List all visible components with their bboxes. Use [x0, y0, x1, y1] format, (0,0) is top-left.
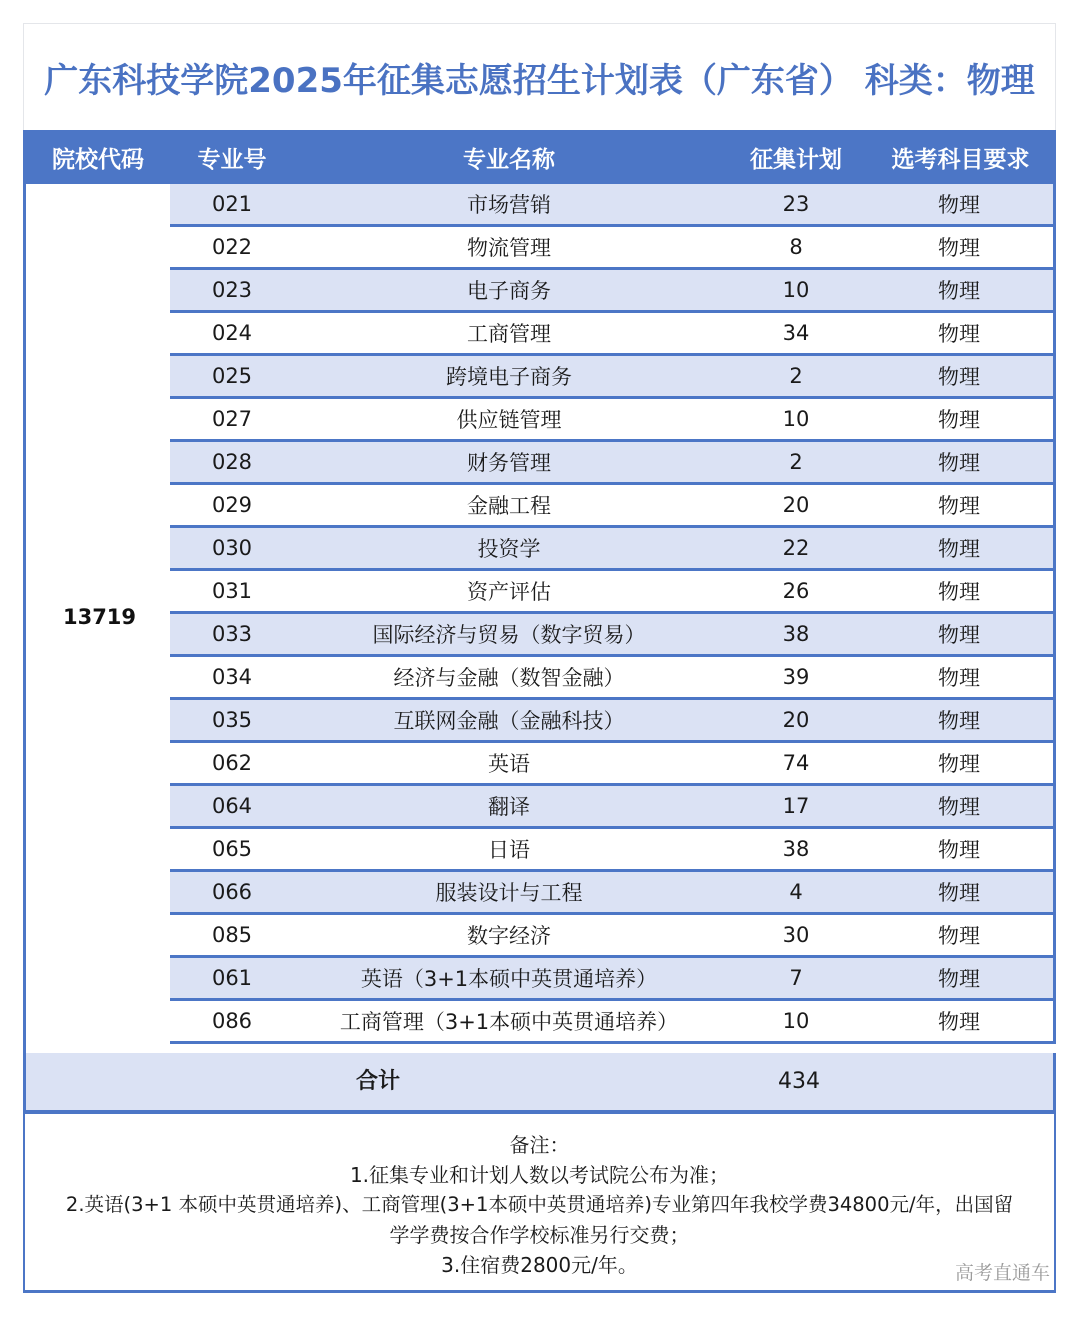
subject-req-cell: 物理	[938, 193, 980, 217]
table-row	[170, 485, 1056, 528]
table-row	[170, 528, 1056, 571]
major-name-cell: 投资学	[477, 537, 541, 561]
table-row	[170, 872, 1056, 915]
table-row	[170, 1001, 1056, 1044]
subject-req-cell: 物理	[938, 967, 980, 991]
subject-req-cell: 物理	[938, 752, 980, 776]
plan-cell: 23	[782, 192, 810, 216]
table-row	[170, 356, 1056, 399]
major-no-cell: 086	[211, 1009, 253, 1033]
major-no-cell: 021	[211, 192, 253, 216]
subject-req-cell: 物理	[938, 623, 980, 647]
major-no-cell: 030	[211, 536, 253, 560]
table-header	[23, 130, 1056, 184]
major-name-cell: 工商管理	[467, 322, 551, 346]
header-major-name: 专业名称	[463, 146, 555, 173]
major-no-cell: 064	[211, 794, 253, 818]
subject-req-cell: 物理	[938, 709, 980, 733]
subject-req-cell: 物理	[938, 537, 980, 561]
major-name-cell: 跨境电子商务	[446, 365, 572, 389]
notes-heading: 备注：	[509, 1133, 570, 1157]
major-name-cell: 日语	[488, 838, 530, 862]
total-row	[23, 1053, 1056, 1114]
subject-req-cell: 物理	[938, 451, 980, 475]
major-no-cell: 061	[211, 966, 253, 990]
notes-line-2a: 2.英语(3+1 本硕中英贯通培养)、工商管理(3+1本硕中英贯通培养)专业第四年我校学费34800元/年，出国留	[65, 1193, 1014, 1216]
plan-cell: 10	[782, 278, 810, 302]
major-no-cell: 062	[211, 751, 253, 775]
major-no-cell: 066	[211, 880, 253, 904]
major-no-cell: 065	[211, 837, 253, 861]
table-row	[170, 227, 1056, 270]
plan-cell: 2	[789, 364, 803, 388]
table-row	[170, 786, 1056, 829]
table-row	[170, 657, 1056, 700]
table-row	[170, 958, 1056, 1001]
table-row	[170, 743, 1056, 786]
plan-cell: 26	[782, 579, 810, 603]
plan-cell: 30	[782, 923, 810, 947]
major-no-cell: 034	[211, 665, 253, 689]
plan-cell: 34	[782, 321, 810, 345]
major-no-cell: 022	[211, 235, 253, 259]
subject-req-cell: 物理	[938, 279, 980, 303]
major-no-cell: 025	[211, 364, 253, 388]
header-plan: 征集计划	[750, 146, 842, 173]
plan-cell: 74	[782, 751, 810, 775]
subject-req-cell: 物理	[938, 236, 980, 260]
page-title: 广东科技学院2025年征集志愿招生计划表（广东省） 科类：物理	[44, 60, 1035, 101]
notes-line-3: 3.住宿费2800元/年。	[441, 1253, 638, 1277]
table-row	[170, 399, 1056, 442]
plan-cell: 2	[789, 450, 803, 474]
major-no-cell: 035	[211, 708, 253, 732]
header-subject-req: 选考科目要求	[891, 146, 1030, 173]
plan-cell: 39	[782, 665, 810, 689]
major-name-cell: 数字经济	[467, 924, 551, 948]
major-no-cell: 023	[211, 278, 253, 302]
major-no-cell: 027	[211, 407, 253, 431]
subject-req-cell: 物理	[938, 322, 980, 346]
major-name-cell: 市场营销	[467, 193, 551, 217]
major-name-cell: 翻译	[488, 795, 530, 819]
major-name-cell: 金融工程	[467, 494, 551, 518]
major-no-cell: 085	[211, 923, 253, 947]
table-row	[170, 700, 1056, 743]
major-name-cell: 电子商务	[467, 279, 551, 303]
plan-cell: 38	[782, 837, 810, 861]
major-name-cell: 工商管理（3+1本硕中英贯通培养）	[339, 1010, 679, 1034]
school-code-cell	[23, 184, 173, 1053]
major-name-cell: 英语	[488, 752, 530, 776]
subject-req-cell: 物理	[938, 881, 980, 905]
plan-cell: 38	[782, 622, 810, 646]
table-row	[170, 829, 1056, 872]
notes-line-1: 1.征集专业和计划人数以考试院公布为准；	[349, 1163, 730, 1187]
major-no-cell: 028	[211, 450, 253, 474]
plan-cell: 17	[782, 794, 810, 818]
enrollment-plan-sheet	[23, 23, 1056, 1295]
table-row	[170, 184, 1056, 227]
major-name-cell: 资产评估	[467, 580, 551, 604]
plan-cell: 10	[782, 1009, 810, 1033]
plan-cell: 4	[789, 880, 803, 904]
subject-req-cell: 物理	[938, 494, 980, 518]
subject-req-cell: 物理	[938, 408, 980, 432]
major-no-cell: 029	[211, 493, 253, 517]
major-name-cell: 国际经济与贸易（数字贸易）	[372, 623, 646, 647]
total-label: 合计	[355, 1069, 400, 1094]
subject-req-cell: 物理	[938, 580, 980, 604]
table-row	[170, 915, 1056, 958]
major-name-cell: 物流管理	[467, 236, 551, 260]
table-row	[170, 313, 1056, 356]
major-no-cell: 033	[211, 622, 253, 646]
table-row	[170, 270, 1056, 313]
table-row	[170, 614, 1056, 657]
major-name-cell: 服装设计与工程	[435, 881, 583, 905]
subject-req-cell: 物理	[938, 1010, 980, 1034]
table-body	[23, 184, 1056, 1053]
plan-cell: 22	[782, 536, 810, 560]
subject-req-cell: 物理	[938, 795, 980, 819]
major-no-cell: 024	[211, 321, 253, 345]
subject-req-cell: 物理	[938, 666, 980, 690]
table-row	[170, 571, 1056, 614]
major-no-cell: 031	[211, 579, 253, 603]
plan-cell: 8	[789, 235, 803, 259]
notes-section	[23, 1114, 1056, 1293]
header-school-code: 院校代码	[52, 146, 144, 173]
plan-cell: 20	[782, 493, 810, 517]
major-name-cell: 互联网金融（金融科技）	[393, 709, 625, 733]
subject-req-cell: 物理	[938, 838, 980, 862]
title-box	[23, 23, 1056, 130]
subject-req-cell: 物理	[938, 365, 980, 389]
major-name-cell: 财务管理	[467, 451, 551, 475]
table-rows	[170, 184, 1056, 1044]
major-name-cell: 供应链管理	[456, 408, 562, 432]
major-name-cell: 经济与金融（数智金融）	[393, 666, 625, 690]
subject-req-cell: 物理	[938, 924, 980, 948]
header-major-no: 专业号	[197, 146, 267, 173]
total-value: 434	[778, 1069, 820, 1094]
plan-cell: 10	[782, 407, 810, 431]
major-name-cell: 英语（3+1本硕中英贯通培养）	[360, 967, 658, 991]
table-row	[170, 442, 1056, 485]
school-code-value: 13719	[62, 604, 137, 629]
plan-cell: 7	[789, 966, 803, 990]
notes-line-2b: 学学费按合作学校标准另行交费；	[389, 1223, 690, 1247]
plan-cell: 20	[782, 708, 810, 732]
watermark: 高考直通车	[954, 1262, 1050, 1284]
